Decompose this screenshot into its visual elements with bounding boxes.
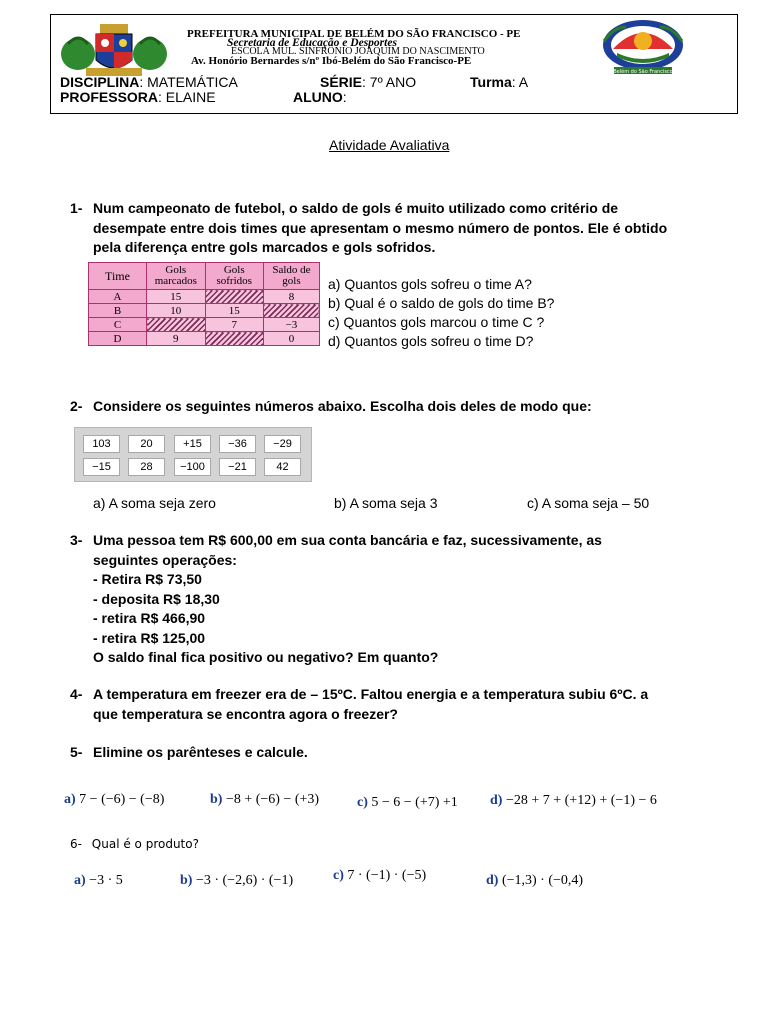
table-cell: 7 [205, 318, 263, 332]
number-cell: 103 [83, 435, 120, 453]
question-3-line: - retira R$ 466,90 [93, 610, 206, 626]
aluno-value: : [342, 89, 347, 105]
question-3-line: O saldo final fica positivo ou negativo? Em quanto? [93, 649, 439, 665]
table-header-row [89, 263, 320, 290]
table-row [89, 332, 320, 346]
q6-item-a-label: a) [74, 873, 86, 888]
q6-item-a-expr: −3 · 5 [89, 873, 123, 888]
question-2-text: Considere os seguintes números abaixo. Escolha dois deles de modo que: [93, 398, 592, 414]
q5-item-a [64, 792, 164, 808]
question-3-text [93, 531, 693, 668]
q6-item-d [486, 873, 583, 889]
table-cell: 15 [205, 304, 263, 318]
number-cell: 20 [128, 435, 165, 453]
table-cell-hidden [205, 332, 263, 346]
q1-item-b: b) Qual é o saldo de gols do time B? [328, 295, 555, 311]
question-3-line: - deposita R$ 18,30 [93, 590, 220, 607]
table-cell: 10 [147, 304, 206, 318]
question-5-number: 5- [70, 744, 83, 760]
question-4-line: A temperatura em freezer era de – 15ºC. Faltou energia e a temperatura subiu 6ºC. a [93, 686, 649, 702]
q5-item-c-label: c) [357, 795, 368, 810]
q5-item-a-label: a) [64, 792, 76, 807]
aluno-label: ALUNO [293, 89, 343, 105]
table-cell: B [89, 304, 147, 318]
table-cell: 0 [263, 332, 319, 346]
number-cell: −21 [219, 458, 256, 476]
question-6-number: 6- [70, 837, 82, 851]
col-gols-sofridos: Gols sofridos [205, 263, 263, 290]
q2-item-b: b) A soma seja 3 [334, 495, 438, 511]
number-cell: 42 [264, 458, 301, 476]
header-secretaria: Secretaria de Educação e Desportes [227, 37, 397, 49]
question-3-line: Uma pessoa tem R$ 600,00 em sua conta bancária e faz, sucessivamente, as [93, 532, 602, 548]
coat-of-arms-icon [58, 22, 170, 80]
logo-caption: Belém do São Francisco [613, 69, 673, 75]
q1-item-c: c) Quantos gols marcou o time C ? [328, 314, 545, 330]
header-endereco: Av. Honório Bernardes s/nº Ibó-Belém do São Francisco-PE [191, 55, 472, 67]
disciplina-label: DISCIPLINA [60, 74, 140, 90]
aluno-field [293, 89, 347, 105]
question-6 [70, 837, 199, 851]
q6-item-b-label: b) [180, 873, 193, 888]
table-cell: A [89, 290, 147, 304]
question-4-line: que temperatura se encontra agora o freezer? [93, 705, 398, 722]
professora-field [60, 89, 216, 105]
table-cell-hidden [147, 318, 206, 332]
question-3-line: seguintes operações: [93, 551, 237, 568]
table-row [89, 290, 320, 304]
disciplina-field [60, 74, 238, 90]
numbers-box [74, 427, 312, 482]
turma-label: Turma [470, 74, 512, 90]
page-title: Atividade Avaliativa [329, 137, 450, 153]
col-saldo: Saldo de gols [263, 263, 319, 290]
table-row [89, 304, 320, 318]
question-4-text [93, 685, 733, 724]
table-cell: 8 [263, 290, 319, 304]
q5-item-b [210, 792, 319, 808]
table-cell: C [89, 318, 147, 332]
number-cell: −29 [264, 435, 301, 453]
question-3-line: - retira R$ 125,00 [93, 629, 206, 646]
q6-item-c [333, 868, 426, 884]
q5-item-b-expr: −8 + (−6) − (+3) [225, 792, 320, 807]
gols-table [88, 262, 320, 346]
disciplina-value: : MATEMÁTICA [139, 74, 238, 90]
table-cell: −3 [263, 318, 319, 332]
header-escola: ESCOLA MUL. SINFRÔNIO JOAQUIM DO NASCIMENTO [231, 46, 485, 57]
number-cell: +15 [174, 435, 211, 453]
q6-item-d-label: d) [486, 873, 499, 888]
q2-item-a: a) A soma seja zero [93, 495, 216, 511]
q6-item-a [74, 873, 123, 889]
q6-item-b-expr: −3 · (−2,6) · (−1) [195, 873, 294, 888]
professora-label: PROFESSORA [60, 89, 159, 105]
table-cell: D [89, 332, 147, 346]
q2-item-c: c) A soma seja – 50 [527, 495, 650, 511]
col-time: Time [89, 263, 147, 290]
q5-item-c [357, 795, 458, 811]
question-5-text: Elimine os parênteses e calcule. [93, 744, 308, 760]
q1-item-a: a) Quantos gols sofreu o time A? [328, 276, 532, 292]
serie-field [320, 74, 416, 90]
header-prefeitura: PREFEITURA MUNICIPAL DE BELÉM DO SÃO FRANCISCO - PE [187, 28, 521, 40]
q6-item-d-expr: (−1,3) · (−0,4) [501, 873, 584, 888]
professora-value: : ELAINE [158, 89, 216, 105]
question-3-number: 3- [70, 532, 83, 548]
table-cell: 15 [147, 290, 206, 304]
table-cell-hidden [205, 290, 263, 304]
question-1-text: Num campeonato de futebol, o saldo de gols é muito utilizado como critério de desempate entre dois times que apresentam o mesmo número de pontos. Ele é obtido pela diferença entre gols marcados e gols sofridos. [93, 200, 668, 255]
question-1-number: 1- [70, 200, 83, 216]
q6-item-b [180, 873, 293, 889]
q6-item-c-expr: 7 · (−1) · (−5) [347, 868, 427, 883]
table-row [89, 318, 320, 332]
turma-field [470, 74, 528, 90]
q5-item-c-expr: 5 − 6 − (+7) +1 [371, 795, 458, 810]
serie-value: : 7º ANO [362, 74, 417, 90]
col-gols-marcados: Gols marcados [147, 263, 206, 290]
serie-label: SÉRIE [320, 74, 363, 90]
number-cell: 28 [128, 458, 165, 476]
number-cell: −15 [83, 458, 120, 476]
table-cell-hidden [263, 304, 319, 318]
number-cell: −100 [174, 458, 211, 476]
q6-item-c-label: c) [333, 868, 344, 883]
question-3-line: - Retira R$ 73,50 [93, 571, 202, 587]
number-cell: −36 [219, 435, 256, 453]
school-logo-icon [586, 19, 700, 75]
question-4-number: 4- [70, 686, 83, 702]
turma-value: : A [511, 74, 529, 90]
q5-item-d-label: d) [490, 793, 503, 808]
q1-item-d: d) Quantos gols sofreu o time D? [328, 333, 534, 349]
q5-item-b-label: b) [210, 792, 223, 807]
q5-item-d [490, 793, 657, 809]
q5-item-d-expr: −28 + 7 + (+12) + (−1) − 6 [505, 793, 657, 808]
question-2-number: 2- [70, 398, 83, 414]
q5-item-a-expr: 7 − (−6) − (−8) [79, 792, 165, 807]
question-6-text: Qual é o produto? [91, 837, 199, 851]
table-cell: 9 [147, 332, 206, 346]
